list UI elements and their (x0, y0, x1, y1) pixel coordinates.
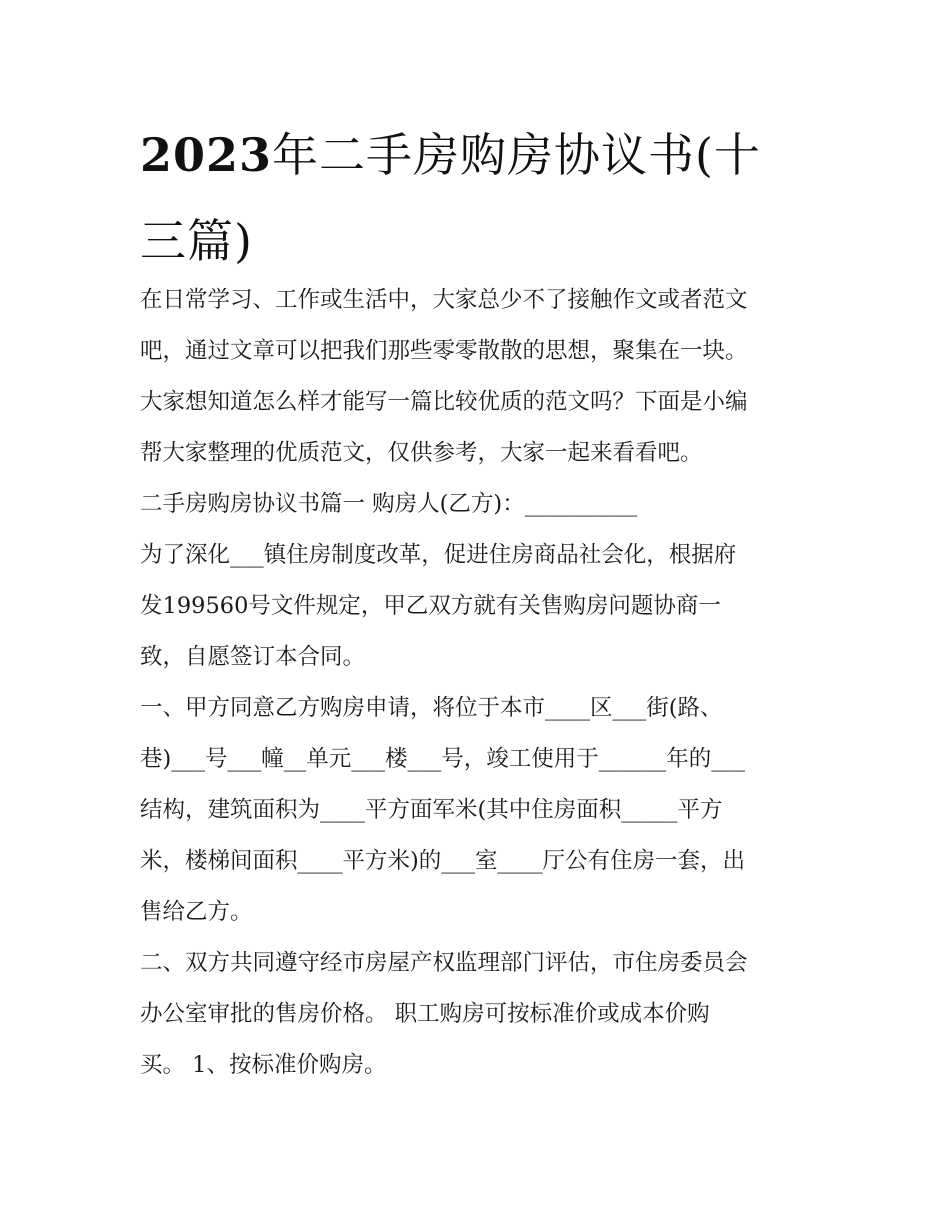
clause-2-line: 二、双方共同遵守经市房屋产权监理部门评估，市住房委员会 (140, 950, 748, 976)
document-title (140, 112, 820, 284)
intro-paragraph (140, 275, 830, 1091)
text-line: 大家想知道怎么样才能写一篇比较优质的范文吗？下面是小编 (140, 389, 748, 415)
clause-1-line: 一、甲方同意乙方购房申请，将位于本市____区___街(路、 (140, 695, 723, 721)
text-line: 帮大家整理的优质范文，仅供参考，大家一起来看看吧。 (140, 440, 703, 466)
section-heading: 二手房购房协议书篇一 购房人(乙方)：__________ (140, 491, 638, 517)
clause-2-line: 买。 1、按标准价购房。 (140, 1052, 387, 1078)
title-text-1: 年二手房购房协议书(十 (272, 128, 761, 182)
clause-1-line: 巷)___号___幢__单元___楼___号，竣工使用于______年的___ (140, 746, 746, 772)
title-line-1 (140, 112, 820, 198)
text-line: 发199560号文件规定，甲乙双方就有关售购房问题协商一 (140, 593, 721, 619)
clause-2-line: 办公室审批的售房价格。 职工购房可按标准价或成本价购 (140, 1001, 710, 1027)
text-line: 为了深化___镇住房制度改革，促进住房商品社会化，根据府 (140, 542, 737, 568)
text-line: 致，自愿签订本合同。 (140, 644, 366, 670)
clause-1-line: 米，楼梯间面积____平方米)的___室____厅公有住房一套，出 (140, 848, 746, 874)
title-year: 2023 (140, 128, 273, 182)
text-line: 在日常学习、工作或生活中，大家总少不了接触作文或者范文 (140, 287, 748, 313)
text-line: 吧，通过文章可以把我们那些零零散散的思想，聚集在一块。 (140, 338, 748, 364)
title-line-2: 三篇) (140, 214, 253, 268)
clause-1-line: 售给乙方。 (140, 899, 253, 925)
clause-1-line: 结构，建筑面积为____平方面军米(其中住房面积_____平方 (140, 797, 723, 823)
